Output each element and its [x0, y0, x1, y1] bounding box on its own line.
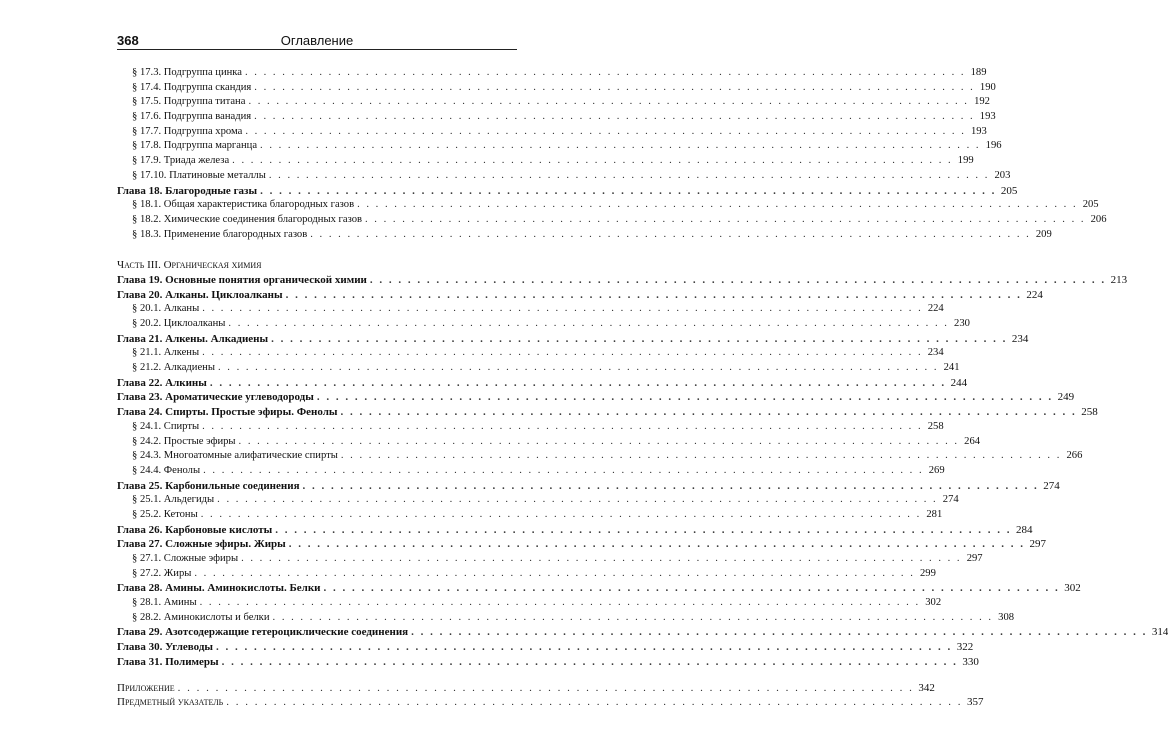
toc-leader-dots: . . . . . . . . . . . . . . . . . . . . . . . . . . . . . . . . . . . . . . . . . . . . . . . . . . . . . . . . . . . . . . . . . . . . . . . . . . . . . . — [245, 125, 966, 137]
toc-page-number: 284 — [1015, 523, 1033, 536]
toc-entry-label: § 18.3. Применение благородных газов — [132, 228, 308, 240]
toc-entry-label: Приложение — [117, 681, 175, 694]
toc-leader-dots: . . . . . . . . . . . . . . . . . . . . . . . . . . . . . . . . . . . . . . . . . . . . . . . . . . . . . . . . . . . . . . . . . . . . . . . . . . . . . . — [260, 140, 981, 152]
toc-leader-dots: . . . . . . . . . . . . . . . . . . . . . . . . . . . . . . . . . . . . . . . . . . . . . . . . . . . . . . . . . . . . . . . . . . . . . . . . . . . . . . — [323, 582, 1060, 595]
toc-entry-label: § 27.2. Жиры — [132, 567, 192, 579]
toc-page-number: 314 — [1151, 626, 1168, 639]
toc-leader-dots: . . . . . . . . . . . . . . . . . . . . . . . . . . . . . . . . . . . . . . . . . . . . . . . . . . . . . . . . . . . . . . . . . . . . . . . . . . . . . . — [177, 681, 914, 694]
page-header — [117, 33, 517, 53]
toc-leader-dots: . . . . . . . . . . . . . . . . . . . . . . . . . . . . . . . . . . . . . . . . . . . . . . . . . . . . . . . . . . . . . . . . . . . . . . . . . . . . . . — [275, 523, 1012, 536]
toc-section-entry — [117, 66, 987, 81]
toc-leader-dots: . . . . . . . . . . . . . . . . . . . . . . . . . . . . . . . . . . . . . . . . . . . . . . . . . . . . . . . . . . . . . . . . . . . . . . . . . . . . . . — [202, 347, 923, 359]
toc-entry-label: Глава 31. Полимеры — [117, 655, 219, 668]
toc-entry-label: § 27.1. Сложные эфиры — [132, 553, 239, 564]
toc-leader-dots: . . . . . . . . . . . . . . . . . . . . . . . . . . . . . . . . . . . . . . . . . . . . . . . . . . . . . . . . . . . . . . . . . . . . . . . . . . . . . . — [238, 435, 960, 447]
toc-entry-label: Глава 30. Углеводы — [117, 641, 213, 654]
toc-page-number: 281 — [926, 508, 943, 520]
toc-page-number: 193 — [979, 111, 996, 123]
toc-entry-label: § 21.2. Алкадиены — [132, 362, 215, 374]
toc-entry-label: Глава 18. Благородные газы — [117, 184, 258, 197]
toc-section-entry — [117, 493, 959, 508]
toc-section-entry — [117, 228, 1052, 243]
running-title: Оглавление — [280, 33, 354, 48]
toc-entry-label: § 18.1. Общая характеристика благородных газов — [132, 199, 355, 211]
toc-entry-label: § 24.1. Спирты — [132, 420, 200, 432]
toc-page-number: 330 — [962, 655, 979, 668]
toc-chapter-entry — [117, 640, 974, 655]
toc-entry-label: § 17.9. Триада железа — [132, 155, 230, 167]
toc-chapter-entry — [117, 184, 1018, 199]
toc-page-number: 297 — [1029, 538, 1047, 551]
toc-page-number: 258 — [927, 420, 944, 432]
toc-section-entry — [117, 139, 1002, 154]
toc-page-number: 213 — [1110, 273, 1128, 286]
toc-page-number: 206 — [1090, 213, 1107, 225]
toc-leader-dots: . . . . . . . . . . . . . . . . . . . . . . . . . . . . . . . . . . . . . . . . . . . . . . . . . . . . . . . . . . . . . . . . . . . . . . . . . . . . . . — [232, 155, 953, 167]
toc-leader-dots: . . . . . . . . . . . . . . . . . . . . . . . . . . . . . . . . . . . . . . . . . . . . . . . . . . . . . . . . . . . . . . . . . . . . . . . . . . . . . . — [221, 655, 958, 668]
toc-entry-label: § 21.1. Алкены — [132, 347, 200, 359]
toc-entry-label: § 17.4. Подгруппа скандия — [132, 81, 252, 93]
toc-leader-dots: . . . . . . . . . . . . . . . . . . . . . . . . . . . . . . . . . . . . . . . . . . . . . . . . . . . . . . . . . . . . . . . . . . . . . . . . . . . . . . — [226, 696, 963, 709]
toc-entry-label: § 17.3. Подгруппа цинка — [132, 67, 242, 78]
toc-page-number: 264 — [964, 435, 981, 447]
toc-section-entry — [117, 552, 983, 567]
toc-page-number: 209 — [1035, 228, 1052, 240]
toc-leader-dots: . . . . . . . . . . . . . . . . . . . . . . . . . . . . . . . . . . . . . . . . . . . . . . . . . . . . . . . . . . . . . . . . . . . . . . . . . . . . . . — [365, 213, 1086, 225]
toc-entry-label: Глава 22. Алкины — [117, 376, 207, 389]
toc-spacer — [117, 242, 517, 258]
toc-leader-dots: . . . . . . . . . . . . . . . . . . . . . . . . . . . . . . . . . . . . . . . . . . . . . . . . . . . . . . . . . . . . . . . . . . . . . . . . . . . . . . — [217, 362, 939, 374]
toc-entry-label: § 20.1. Алканы — [132, 303, 200, 315]
toc-leader-dots: . . . . . . . . . . . . . . . . . . . . . . . . . . . . . . . . . . . . . . . . . . . . . . . . . . . . . . . . . . . . . . . . . . . . . . . . . . . . . . — [254, 81, 975, 93]
toc-entry-label: § 24.3. Многоатомные алифатические спирты — [132, 450, 338, 462]
toc-entry-label: Глава 29. Азотсодержащие гетероциклические соединения — [117, 626, 409, 639]
toc-page-number: 322 — [956, 641, 974, 654]
toc-entry-label: § 20.2. Циклоалканы — [132, 318, 226, 329]
toc-page-number: 203 — [994, 169, 1011, 181]
toc-leader-dots: . . . . . . . . . . . . . . . . . . . . . . . . . . . . . . . . . . . . . . . . . . . . . . . . . . . . . . . . . . . . . . . . . . . . . . . . . . . . . . — [202, 303, 923, 315]
toc-section-entry — [117, 154, 974, 169]
toc-section-entry — [117, 302, 944, 317]
toc-entry-label: § 17.10. Платиновые металлы — [132, 169, 266, 181]
toc-section-entry — [117, 317, 970, 332]
toc-section-entry — [117, 596, 942, 611]
header-rule — [117, 49, 517, 50]
toc-page-number: 302 — [925, 597, 942, 609]
toc-chapter-entry — [117, 390, 1075, 405]
toc-entry-label: Часть III. Органическая химия — [117, 259, 262, 272]
toc-page-number: 357 — [967, 696, 984, 709]
toc-appendix-entry — [117, 695, 984, 710]
toc-page-number: 244 — [950, 376, 968, 389]
toc-entry-label: Глава 21. Алкены. Алкадиены — [117, 332, 269, 345]
toc-leader-dots: . . . . . . . . . . . . . . . . . . . . . . . . . . . . . . . . . . . . . . . . . . . . . . . . . . . . . . . . . . . . . . . . . . . . . . . . . . . . . . — [203, 464, 924, 476]
toc-page-number: 196 — [985, 140, 1002, 152]
toc-page-number: 224 — [927, 303, 944, 315]
toc-leader-dots: . . . . . . . . . . . . . . . . . . . . . . . . . . . . . . . . . . . . . . . . . . . . . . . . . . . . . . . . . . . . . . . . . . . . . . . . . . . . . . — [357, 199, 1078, 211]
toc-entry-label: § 28.1. Амины — [132, 597, 197, 609]
toc-entry-label: Глава 20. Алканы. Циклоалканы — [117, 288, 283, 301]
toc-entry-label: Предметный указатель — [117, 696, 224, 709]
toc-section-entry — [117, 213, 1107, 228]
toc-chapter-entry — [117, 479, 1060, 494]
toc-leader-dots: . . . . . . . . . . . . . . . . . . . . . . . . . . . . . . . . . . . . . . . . . . . . . . . . . . . . . . . . . . . . . . . . . . . . . . . . . . . . . . — [411, 626, 1148, 639]
toc-page-number: 230 — [954, 318, 970, 329]
toc-leader-dots: . . . . . . . . . . . . . . . . . . . . . . . . . . . . . . . . . . . . . . . . . . . . . . . . . . . . . . . . . . . . . . . . . . . . . . . . . . . . . . — [285, 288, 1022, 301]
toc-chapter-entry — [117, 405, 1098, 420]
toc-leader-dots: . . . . . . . . . . . . . . . . . . . . . . . . . . . . . . . . . . . . . . . . . . . . . . . . . . . . . . . . . . . . . . . . . . . . . . . . . . . . . . — [340, 450, 1062, 462]
toc-page-number: 192 — [974, 96, 990, 108]
toc-page-number: 205 — [1000, 184, 1018, 197]
toc-page-number: 249 — [1057, 391, 1075, 404]
toc-entry-label: § 24.2. Простые эфиры — [132, 435, 236, 447]
toc-section-entry — [117, 169, 1011, 184]
toc-chapter-entry — [117, 581, 1081, 596]
toc-entry-label: § 24.4. Фенолы — [132, 464, 201, 476]
toc-entry-label: Глава 27. Сложные эфиры. Жиры — [117, 538, 286, 551]
toc-entry-label: § 25.1. Альдегиды — [132, 494, 215, 506]
toc-leader-dots: . . . . . . . . . . . . . . . . . . . . . . . . . . . . . . . . . . . . . . . . . . . . . . . . . . . . . . . . . . . . . . . . . . . . . . . . . . . . . . — [316, 391, 1054, 404]
toc-page-number: 302 — [1064, 582, 1081, 595]
toc-chapter-entry — [117, 332, 1029, 347]
toc-leader-dots: . . . . . . . . . . . . . . . . . . . . . . . . . . . . . . . . . . . . . . . . . . . . . . . . . . . . . . . . . . . . . . . . . . . . . . . . . . . . . . — [302, 479, 1039, 492]
toc-section-entry — [117, 508, 943, 523]
toc-leader-dots: . . . . . . . . . . . . . . . . . . . . . . . . . . . . . . . . . . . . . . . . . . . . . . . . . . . . . . . . . . . . . . . . . . . . . . . . . . . . . . — [254, 111, 975, 123]
toc-page-number: 299 — [919, 567, 936, 579]
toc-entry-label: § 17.8. Подгруппа марганца — [132, 140, 258, 152]
page-number: 368 — [117, 33, 139, 48]
toc-section-entry — [117, 125, 987, 140]
toc-page-number: 205 — [1082, 199, 1099, 211]
toc-section-entry — [117, 110, 996, 125]
toc-page-number: 274 — [1043, 479, 1060, 492]
toc-chapter-entry — [117, 625, 1168, 640]
toc-page-number: 189 — [970, 67, 987, 78]
toc-chapter-entry — [117, 273, 1128, 288]
toc-section-entry — [117, 198, 1099, 213]
toc-page-number: 297 — [966, 553, 983, 564]
toc-page-number: 199 — [957, 155, 974, 167]
toc-page-number: 308 — [998, 611, 1015, 623]
toc-entry-label: Глава 28. Амины. Аминокислоты. Белки — [117, 582, 321, 595]
toc-page-number: 241 — [943, 362, 960, 374]
toc-page-number: 269 — [928, 464, 945, 476]
toc-part-heading — [117, 258, 517, 273]
toc-page-number: 224 — [1026, 288, 1043, 301]
toc-entry-label: § 17.6. Подгруппа ванадия — [132, 111, 252, 123]
toc-appendix-entry — [117, 681, 935, 696]
toc-page-number: 266 — [1066, 450, 1083, 462]
toc-spacer — [117, 670, 517, 681]
toc-entry-label: § 17.7. Подгруппа хрома — [132, 125, 243, 137]
toc-entry-label: § 25.2. Кетоны — [132, 508, 198, 520]
toc-leader-dots: . . . . . . . . . . . . . . . . . . . . . . . . . . . . . . . . . . . . . . . . . . . . . . . . . . . . . . . . . . . . . . . . . . . . . . . . . . . . . . — [217, 494, 938, 506]
toc-leader-dots: . . . . . . . . . . . . . . . . . . . . . . . . . . . . . . . . . . . . . . . . . . . . . . . . . . . . . . . . . . . . . . . . . . . . . . . . . . . . . . — [194, 567, 915, 579]
toc-page-number: 193 — [970, 125, 987, 137]
toc-leader-dots: . . . . . . . . . . . . . . . . . . . . . . . . . . . . . . . . . . . . . . . . . . . . . . . . . . . . . . . . . . . . . . . . . . . . . . . . . . . . . . — [271, 332, 1008, 345]
toc-section-entry — [117, 567, 936, 582]
toc-page-number: 274 — [942, 494, 959, 506]
toc-chapter-entry — [117, 655, 979, 670]
toc-entry-label: Глава 24. Спирты. Простые эфиры. Фенолы — [117, 406, 338, 419]
toc-leader-dots: . . . . . . . . . . . . . . . . . . . . . . . . . . . . . . . . . . . . . . . . . . . . . . . . . . . . . . . . . . . . . . . . . . . . . . . . . . . . . . — [202, 420, 923, 432]
toc-leader-dots: . . . . . . . . . . . . . . . . . . . . . . . . . . . . . . . . . . . . . . . . . . . . . . . . . . . . . . . . . . . . . . . . . . . . . . . . . . . . . . — [369, 273, 1107, 286]
toc-leader-dots: . . . . . . . . . . . . . . . . . . . . . . . . . . . . . . . . . . . . . . . . . . . . . . . . . . . . . . . . . . . . . . . . . . . . . . . . . . . . . . — [209, 376, 947, 389]
toc-section-entry — [117, 346, 944, 361]
toc-entry-label: § 18.2. Химические соединения благородных газов — [132, 213, 362, 225]
toc-section-entry — [117, 420, 944, 435]
toc-leader-dots: . . . . . . . . . . . . . . . . . . . . . . . . . . . . . . . . . . . . . . . . . . . . . . . . . . . . . . . . . . . . . . . . . . . . . . . . . . . . . . — [215, 641, 953, 654]
toc-chapter-entry — [117, 537, 1047, 552]
toc-leader-dots: . . . . . . . . . . . . . . . . . . . . . . . . . . . . . . . . . . . . . . . . . . . . . . . . . . . . . . . . . . . . . . . . . . . . . . . . . . . . . . — [199, 597, 921, 609]
toc-chapter-entry — [117, 523, 1033, 538]
toc-leader-dots: . . . . . . . . . . . . . . . . . . . . . . . . . . . . . . . . . . . . . . . . . . . . . . . . . . . . . . . . . . . . . . . . . . . . . . . . . . . . . . — [260, 184, 997, 197]
toc-chapter-entry — [117, 288, 1043, 303]
toc-leader-dots: . . . . . . . . . . . . . . . . . . . . . . . . . . . . . . . . . . . . . . . . . . . . . . . . . . . . . . . . . . . . . . . . . . . . . . . . . . . . . . — [272, 611, 994, 623]
toc-chapter-entry — [117, 376, 968, 391]
toc-entry-label: § 17.5. Подгруппа титана — [132, 96, 246, 108]
toc-leader-dots: . . . . . . . . . . . . . . . . . . . . . . . . . . . . . . . . . . . . . . . . . . . . . . . . . . . . . . . . . . . . . . . . . . . . . . . . . . . . . . — [241, 553, 962, 564]
toc-page-number: 190 — [979, 81, 996, 93]
toc-leader-dots: . . . . . . . . . . . . . . . . . . . . . . . . . . . . . . . . . . . . . . . . . . . . . . . . . . . . . . . . . . . . . . . . . . . . . . . . . . . . . . — [245, 67, 966, 78]
toc-leader-dots: . . . . . . . . . . . . . . . . . . . . . . . . . . . . . . . . . . . . . . . . . . . . . . . . . . . . . . . . . . . . . . . . . . . . . . . . . . . . . . — [340, 406, 1077, 419]
toc-leader-dots: . . . . . . . . . . . . . . . . . . . . . . . . . . . . . . . . . . . . . . . . . . . . . . . . . . . . . . . . . . . . . . . . . . . . . . . . . . . . . . — [228, 318, 949, 329]
toc-entry-label: Глава 23. Ароматические углеводороды — [117, 391, 314, 404]
toc-entry-label: § 28.2. Аминокислоты и белки — [132, 611, 270, 623]
table-of-contents — [117, 66, 1168, 710]
toc-entry-label: Глава 19. Основные понятия органической химии — [117, 273, 367, 286]
toc-leader-dots: . . . . . . . . . . . . . . . . . . . . . . . . . . . . . . . . . . . . . . . . . . . . . . . . . . . . . . . . . . . . . . . . . . . . . . . . . . . . . . — [288, 538, 1026, 551]
toc-section-entry — [117, 449, 1083, 464]
toc-page-number: 234 — [927, 347, 944, 359]
toc-entry-label: Глава 25. Карбонильные соединения — [117, 479, 300, 492]
toc-leader-dots: . . . . . . . . . . . . . . . . . . . . . . . . . . . . . . . . . . . . . . . . . . . . . . . . . . . . . . . . . . . . . . . . . . . . . . . . . . . . . . — [200, 508, 922, 520]
toc-page-number: 258 — [1081, 406, 1098, 419]
toc-leader-dots: . . . . . . . . . . . . . . . . . . . . . . . . . . . . . . . . . . . . . . . . . . . . . . . . . . . . . . . . . . . . . . . . . . . . . . . . . . . . . . — [248, 96, 969, 108]
toc-section-entry — [117, 361, 960, 376]
toc-leader-dots: . . . . . . . . . . . . . . . . . . . . . . . . . . . . . . . . . . . . . . . . . . . . . . . . . . . . . . . . . . . . . . . . . . . . . . . . . . . . . . — [268, 169, 990, 181]
toc-section-entry — [117, 464, 945, 479]
toc-section-entry — [117, 435, 981, 450]
toc-page-number: 342 — [918, 681, 935, 694]
toc-entry-label: Глава 26. Карбоновые кислоты — [117, 523, 273, 536]
toc-page-number: 234 — [1011, 332, 1029, 345]
toc-section-entry — [117, 81, 996, 96]
toc-leader-dots: . . . . . . . . . . . . . . . . . . . . . . . . . . . . . . . . . . . . . . . . . . . . . . . . . . . . . . . . . . . . . . . . . . . . . . . . . . . . . . — [310, 228, 1031, 240]
toc-section-entry — [117, 95, 990, 110]
toc-section-entry — [117, 611, 1015, 626]
